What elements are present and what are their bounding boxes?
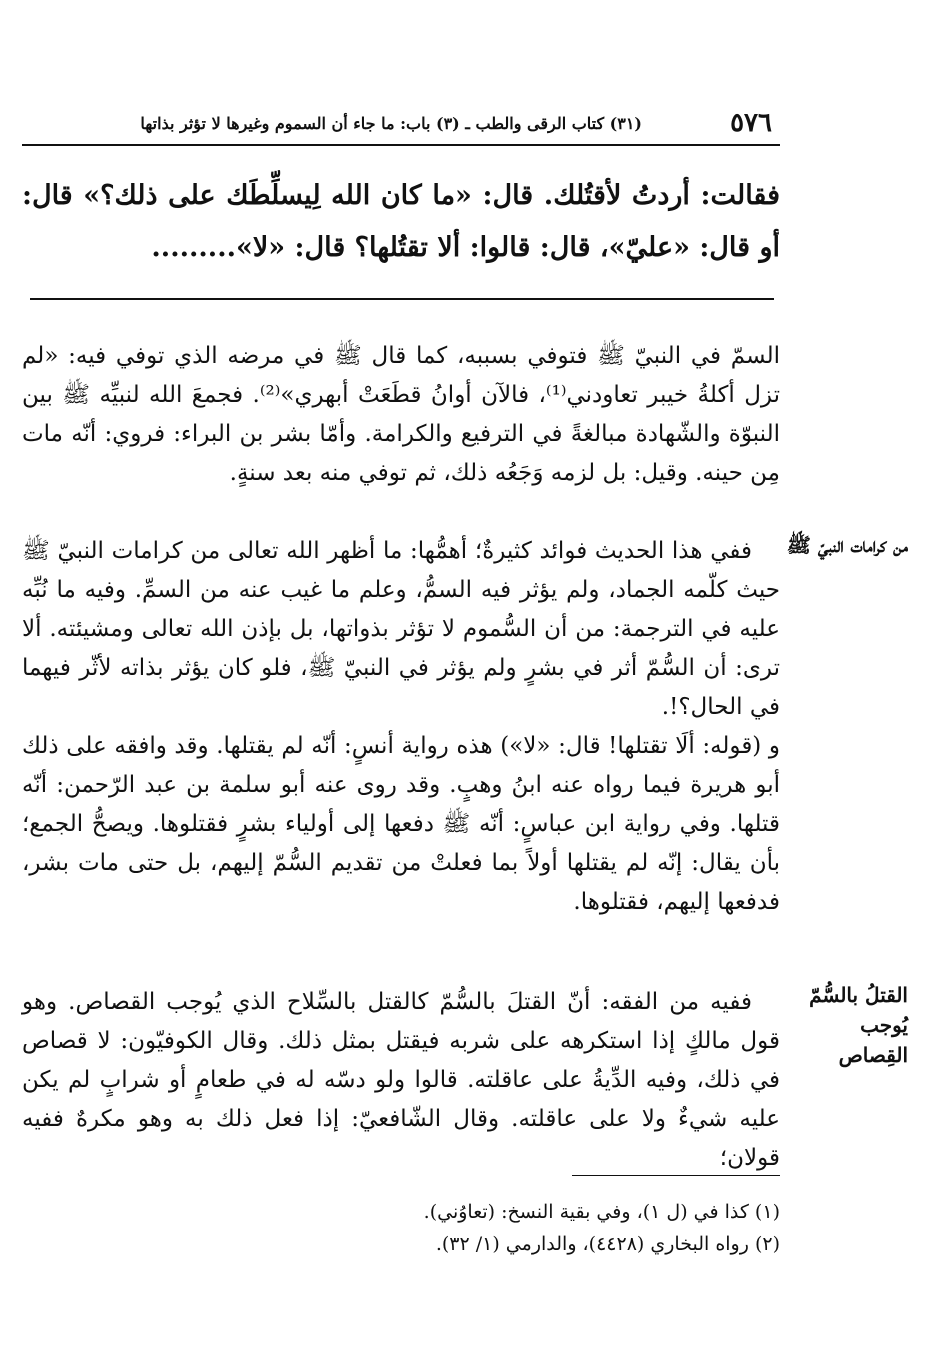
commentary-paragraph-2: ففي هذا الحديث فوائد كثيرةٌ؛ أهمُّها: ما أظهر الله تعالى من كرامات النبيّ ﷺ حيث كلّمه الجماد، ولم يؤثر فيه السمُّ، وعلم ما غيب عنه من السمِّ. وفيه ما نُبِّه عليه في الترجمة: من أن السُّموم لا تؤثر بذواتها، بل بإذن الله تعالى ومشيئته. ألا ترى: أن السُّمّ أثر في بشرٍ ولم يؤثر في النبيّ ﷺ، فلو كان يؤثر بذاته لأثّر فيهما في الحال؟!.	[22, 538, 780, 720]
running-title: (٣١) كتاب الرقى والطب ـ (٣) باب: ما جاء أن السموم وغيرها لا تؤثر بذاتها	[140, 114, 642, 133]
text-divider	[30, 298, 774, 300]
commentary-paragraph-4: ففيه من الفقه: أنّ القتلَ بالسُّمّ كالقتل بالسِّلاح الذي يُوجب القصاص. وهو قول مالكٍ إذا استكرهه على شربه فيقتل بمثل ذلك. وقال الكوفيّون: لا قصاص في ذلك، وفيه الدِّيةُ على عاقلته. قالوا ولو دسّه له في طعامٍ أو شرابٍ لم يكن عليه شيءٌ ولا على عاقلته. وقال الشّافعيّ: إذا فعل ذلك به وهو مكرهٌ ففيه قولان؛	[22, 989, 780, 1171]
commentary-paragraph-1: السمّ في النبيّ ﷺ فتوفي بسببه، كما قال ﷺ في مرضه الذي توفي فيه: «لم تزل أكلةُ خيبر تعاودني⁽¹⁾، فالآن أوانُ قطَعَتْ أبهري»⁽²⁾. فجمعَ الله لنبيِّه ﷺ بين النبوّة والشّهادة مبالغةً في الترفيع والكرامة. وأمّا بشر بن البراء: فروي: أنّه مات مِن حينه. وقيل: بل لزمه وَجَعُه ذلك، ثم توفي منه بعد سنةٍ.	[22, 343, 780, 486]
footnote-separator	[572, 1175, 780, 1176]
margin-note-qisas: القتلُ بالسُّمّ يُوجب القِصاص	[809, 983, 908, 1067]
footnote-1: (١) كذا في (ل ١)، وفي بقية النسخ: (تعاوُني).	[423, 1201, 780, 1223]
margin-note-karamat: من كرامات النبيّ ﷺ	[786, 533, 908, 557]
page-number: ٥٧٦	[730, 108, 772, 138]
footnote-2: (٢) رواه البخاري (٤٤٢٨)، والدارمي (١/ ٣٢).	[435, 1233, 780, 1255]
hadith-text: فقالت: أردتُ لأقتُلك. قال: «ما كان الله لِيسلِّطَك على ذلك؟» قال: أو قال: «عليّ»، قال: قالوا: ألا تقتُلها؟ قال: «لا».........	[22, 180, 780, 263]
running-header	[22, 104, 780, 146]
commentary-paragraph-3: و (قوله: ألَا تقتلها! قال: «لا») هذه رواية أنسٍ: أنّه لم يقتلها. وقد وافقه على ذلك أبو هريرة فيما رواه عنه ابنُ وهبٍ. وقد روى عنه أبو سلمة بن عبد الرّحمن: أنّه قتلها. وفي رواية ابن عباسٍ: أنّه ﷺ دفعها إلى أولياء بشرٍ فقتلوها. ويصحُّ الجمع؛ بأن يقال: إنّه لم يقتلها أولاً بما فعلتْ من تقديم السُّمّ إليهم، بل حتى مات بشر، فدفعها إليهم، فقتلوها.	[22, 733, 780, 915]
